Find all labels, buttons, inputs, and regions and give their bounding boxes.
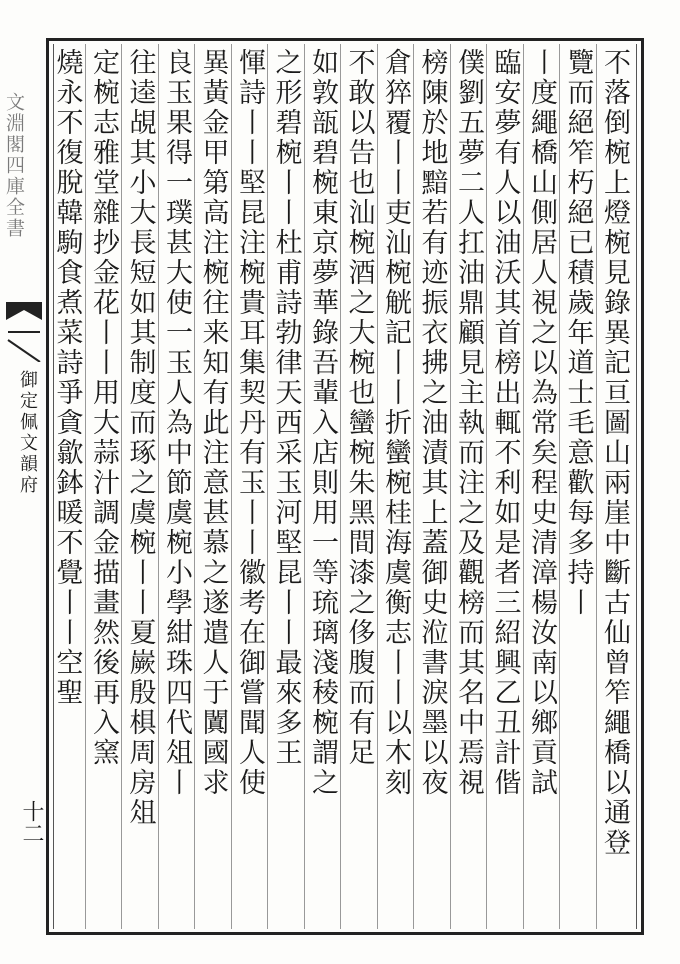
column-divider [304,44,305,929]
text-column [523,48,560,928]
text-column [340,48,377,928]
text-column [158,48,195,928]
column-divider [559,44,560,929]
column-divider [85,44,86,929]
text-column [377,48,414,928]
column-text: 燒永不復脫韓駒食煮菜詩爭貪歙鉢暖不覺丨丨空聖 [51,48,83,708]
column-text: 倉猝覆丨丨吏汕椀觥記丨丨折蠻椀桂海虞衡志丨丨以木刻 [380,48,411,798]
column-divider [596,44,597,929]
column-text: 惲詩丨丨堅昆注椀貴耳集契丹有玉丨丨徽考在御嘗聞人使 [234,48,265,798]
text-column [231,48,268,928]
text-column [121,48,158,928]
column-divider [523,44,524,929]
column-text: 往逵覘其小大長短如其制度而琢之虞椀丨丨夏嶡殷椇周房俎 [124,48,156,828]
column-text: 良玉果得一璞甚大使一玉人為中節虞椀小學紺珠四代俎丨 [161,48,192,798]
column-divider [267,44,268,929]
right-border [641,38,644,935]
text-column [48,48,85,928]
page-number: 十二 [19,800,44,844]
faded-header-text: 文淵閣四庫全書 [3,92,25,239]
column-text: 異黃金甲第高注椀往来知有此注意甚慕之遂遣人于闐國求 [197,48,229,798]
column-text: 丨度繩橋山側居人視之以為常矣程史清漳楊汝南以鄉貢試 [526,48,557,798]
text-column [559,48,596,928]
column-divider [377,44,378,929]
column-text: 榜陳於地黯若有迹振衣拂之油漬其上蓋御史涖書淚墨以夜 [416,48,448,798]
text-column [596,48,633,928]
column-text: 之形碧椀丨丨杜甫詩勃律天西采玉河堅昆丨丨最來多王 [270,48,302,768]
text-column [413,48,450,928]
column-divider [194,44,195,929]
column-text: 定椀志雅堂雜抄金花丨丨用大蒜汁調金描畫然後再入窯 [88,48,119,768]
text-column [85,48,122,928]
column-divider [158,44,159,929]
book-title: 御定佩文韻府 [17,370,38,496]
text-column [267,48,304,928]
text-column [450,48,487,928]
column-divider [121,44,122,929]
column-text: 如敦瓿碧椀東京夢華錄吾輩入店則用一等琉璃淺稜椀謂之 [307,48,338,798]
column-text: 臨安夢有人以油沃其首榜出輒不利如是者三紹興乙丑計偕 [489,48,521,798]
column-text: 不敢以告也汕椀酒之大椀也蠻椀朱黑間漆之侈腹而有足 [343,48,375,768]
column-divider [450,44,451,929]
column-divider [486,44,487,929]
column-text: 覽而絕笮朽絕已積歲年道士毛意歡每多持丨 [562,48,594,618]
inner-right-border [636,44,637,929]
text-column [486,48,523,928]
column-text: 不落倒椀上燈椀見錄異記亘圖山兩崖中斷古仙曾笮繩橋以通登 [599,48,630,858]
fishtail-mark [6,302,42,362]
top-border [46,38,644,41]
column-divider [413,44,414,929]
column-divider [231,44,232,929]
text-column [304,48,341,928]
page-gutter [0,40,46,932]
column-text: 僕劉五夢二人扛油鼎顧見主執而注之及觀榜而其名中焉視 [453,48,484,798]
column-divider [340,44,341,929]
bottom-border [46,932,644,935]
text-column [194,48,231,928]
